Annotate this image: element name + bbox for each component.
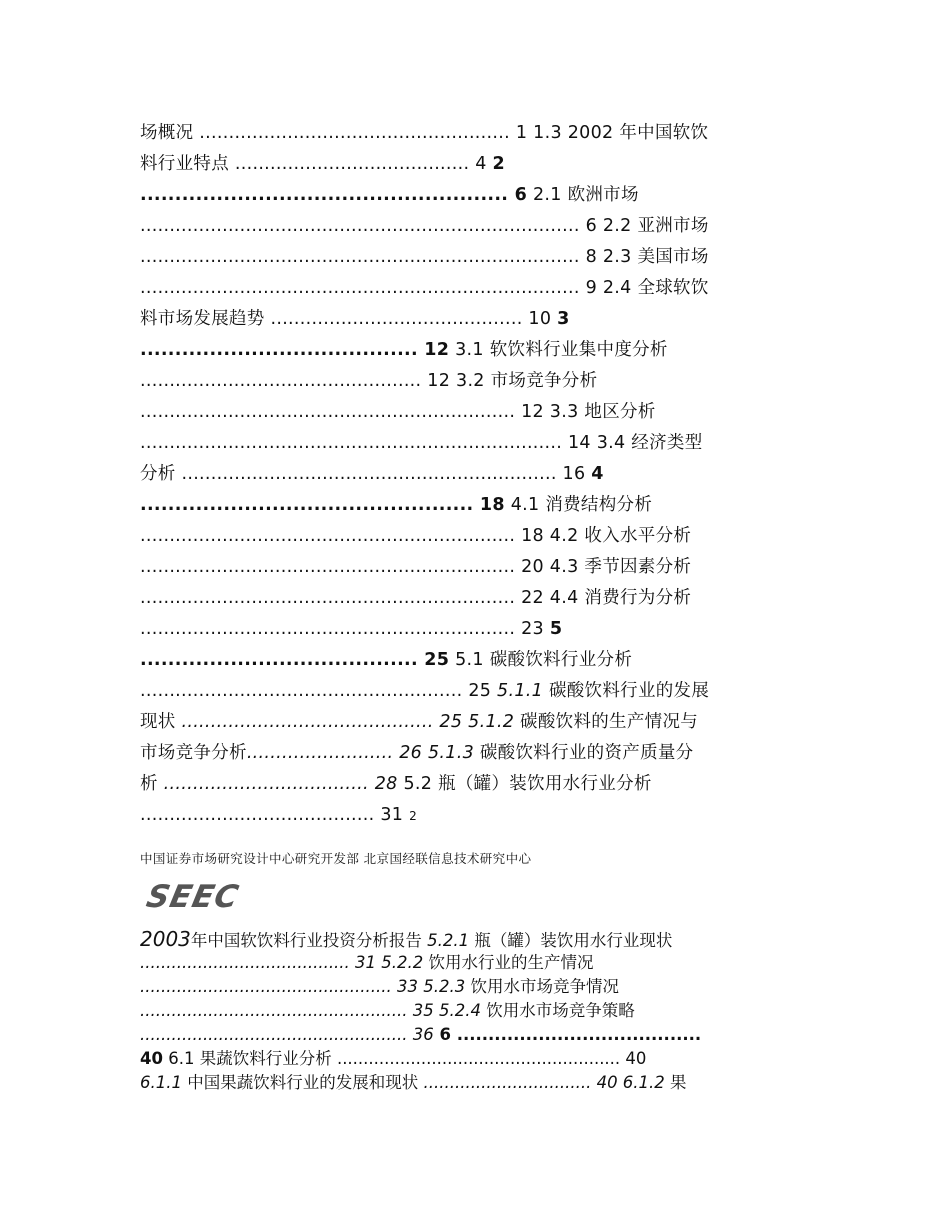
chapter-number: 3: [557, 309, 570, 329]
toc-text: 分析 ................................................................ 16: [140, 464, 592, 484]
chapter-leader: ..................................................... 6: [140, 185, 528, 205]
toc-text: 5.2 瓶（罐）装饮用水行业分析: [397, 774, 652, 794]
toc-line: [140, 428, 812, 459]
toc-leader-italic: ........................................... 25 5.1.2: [181, 712, 515, 732]
page-footer: 中国证券市场研究设计中心研究开发部 北京国经联信息技术研究中心: [140, 851, 532, 866]
toc-text: ................................................................ 20 4.3 季节因素分析: [140, 557, 692, 577]
toc-text: ........................................................................... 8 2.3 美国市场: [140, 247, 709, 267]
toc-line: [140, 149, 812, 180]
toc-text: 3.1 软饮料行业集中度分析: [449, 340, 668, 360]
chapter-number: 5: [549, 619, 563, 639]
toc-line: [140, 335, 812, 366]
toc-line: [140, 459, 812, 490]
toc-text: 料行业特点 ........................................ 4: [140, 154, 493, 174]
toc-text: 果: [664, 1073, 687, 1092]
toc-text: ................................................ 12 3.2 市场竞争分析: [140, 371, 598, 391]
toc-line: [140, 738, 812, 769]
toc-text: ....................................................... 25: [140, 681, 498, 701]
toc-leader-italic: ......................... 26 5.1.3: [246, 743, 475, 763]
toc-leader-italic: ................................................ 33 5.2.3: [140, 977, 466, 996]
toc-text: 6.1 果蔬饮料行业分析 ...................................................... 40: [162, 1049, 647, 1068]
toc-line: [140, 769, 812, 800]
toc-text: 料市场发展趋势 ........................................... 10: [140, 309, 558, 329]
toc-leader-italic: ................................... 28: [163, 774, 398, 794]
chapter-number: 40: [140, 1049, 163, 1068]
toc-text: 现状: [140, 712, 182, 732]
toc-text: 5.1 碳酸饮料行业分析: [449, 650, 633, 670]
toc-leader-italic: ................................ 40 6.1.2: [423, 1073, 665, 1092]
toc-line: [140, 676, 812, 707]
toc-line: [140, 645, 812, 676]
toc-line: [140, 273, 812, 304]
toc-leader-italic: ................................................... 36: [140, 1025, 434, 1044]
toc-text: ................................................................ 12 3.3 地区分析: [140, 402, 656, 422]
chapter-number: 2: [492, 154, 506, 174]
logo-text: SEEC: [143, 879, 243, 915]
seec-logo: [140, 874, 280, 918]
toc-line: [140, 975, 812, 999]
toc-text: 中国果蔬饮料行业的发展和现状: [181, 1073, 424, 1092]
toc-line: [140, 614, 812, 645]
toc-line: [140, 583, 812, 614]
toc-line: [140, 707, 812, 738]
toc-line: [140, 397, 812, 428]
toc-leader-italic: ................................................... 35 5.2.4: [140, 1001, 481, 1020]
toc-line: [140, 366, 812, 397]
toc-text: 饮用水市场竞争情况: [465, 977, 619, 996]
toc-line: [140, 304, 812, 335]
toc-text: 市场竞争分析: [140, 743, 247, 763]
toc-text: ........................................................................... 9 2.4 全球软饮: [140, 278, 709, 298]
chapter-leader: ........................................ 12: [140, 340, 450, 360]
toc-line: [140, 1047, 812, 1071]
page-number: 2: [409, 809, 418, 823]
toc-text: ................................................................ 23: [140, 619, 550, 639]
toc-text: ........................................................................ 14 3.4 经济类型: [140, 433, 703, 453]
section-number: 5.1.1: [497, 681, 544, 701]
toc-line: [140, 1071, 812, 1095]
toc-page-top: [140, 118, 812, 831]
toc-text: ........................................ 31: [140, 805, 410, 825]
toc-leader-italic: ........................................ 31 5.2.2: [140, 953, 424, 972]
chapter-leader: 6 .......................................: [433, 1025, 702, 1044]
toc-line: [140, 552, 812, 583]
toc-text: ................................................................ 18 4.2 收入水平分析: [140, 526, 692, 546]
chapter-leader: ........................................ 25: [140, 650, 450, 670]
toc-line: [140, 951, 812, 975]
report-title: 年中国软饮料行业投资分析报告: [190, 931, 428, 950]
toc-page-bottom: [140, 927, 812, 1095]
toc-text: 碳酸饮料的生产情况与: [514, 712, 699, 732]
chapter-leader: ................................................ 18: [140, 495, 505, 515]
toc-line: [140, 521, 812, 552]
toc-line: [140, 242, 812, 273]
section-number: 6.1.1: [140, 1073, 182, 1092]
toc-line: [140, 1023, 812, 1047]
toc-text: 碳酸饮料行业的资产质量分: [474, 743, 694, 763]
toc-text: 2.1 欧洲市场: [527, 185, 639, 205]
toc-text: 析: [140, 774, 164, 794]
section-number: 5.2.1: [427, 931, 470, 950]
toc-text: 瓶（罐）装饮用水行业现状: [469, 931, 673, 950]
toc-line: [140, 800, 812, 831]
toc-text: 碳酸饮料行业的发展: [543, 681, 710, 701]
toc-text: ................................................................ 22 4.4 消费行为分析: [140, 588, 692, 608]
toc-line: [140, 211, 812, 242]
toc-text: 饮用水行业的生产情况: [423, 953, 594, 972]
toc-text: 饮用水市场竞争策略: [480, 1001, 635, 1020]
toc-line: [140, 490, 812, 521]
report-year: 2003: [140, 927, 191, 951]
chapter-number: 4: [591, 464, 604, 484]
toc-line: [140, 118, 812, 149]
report-header-line: [140, 927, 812, 951]
toc-text: ........................................................................... 6 2.2 亚洲市场: [140, 216, 709, 236]
toc-line: [140, 180, 812, 211]
toc-text: 场概况 ..................................................... 1 1.3 2002 年中国软饮: [140, 123, 709, 143]
toc-text: 4.1 消费结构分析: [504, 495, 653, 515]
toc-line: [140, 999, 812, 1023]
